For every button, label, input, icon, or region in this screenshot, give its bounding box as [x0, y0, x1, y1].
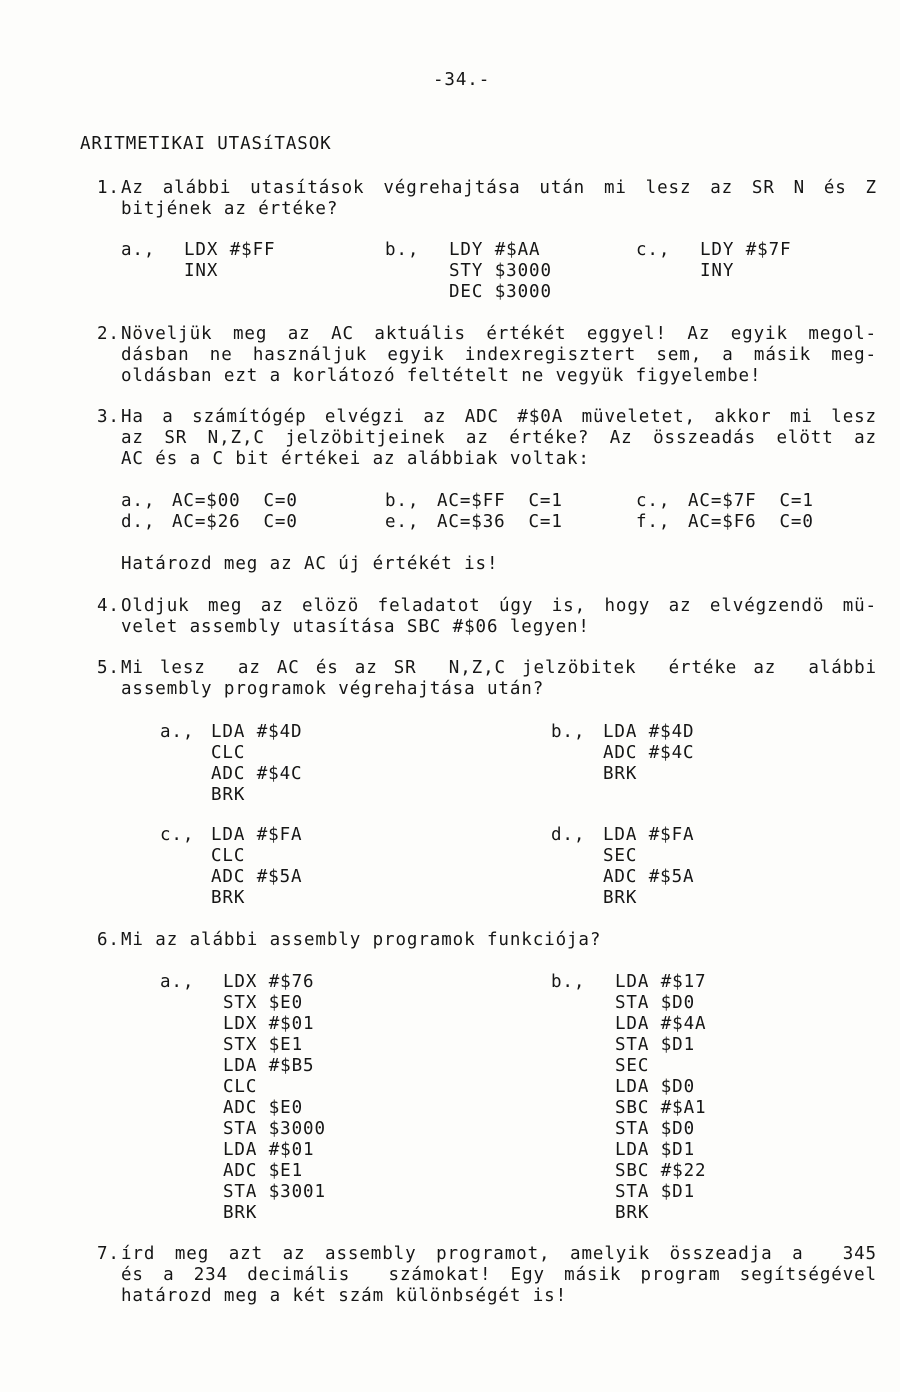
q6-number: 6. — [97, 930, 120, 950]
q3-option-f-value: AC=$F6 C=0 — [688, 512, 814, 532]
q5-number: 5. — [97, 658, 120, 678]
q5-a-label: a., — [160, 722, 195, 742]
q1-b-label: b., — [385, 240, 420, 260]
q3-option-d-label: d., — [121, 512, 156, 532]
q7-text-line3: határozd meg a két szám különbségét is! — [121, 1286, 567, 1306]
q3-option-b-label: b., — [385, 491, 420, 511]
q6-text-line1: Mi az alábbi assembly programok funkciója? — [121, 930, 602, 950]
q4-text-line2: velet assembly utasítása SBC #$06 legyen! — [121, 617, 590, 637]
q3-option-b-value: AC=$FF C=1 — [437, 491, 563, 511]
q3-option-c-label: c., — [636, 491, 671, 511]
q4-number: 4. — [97, 596, 120, 616]
q3-option-a-value: AC=$00 C=0 — [172, 491, 298, 511]
q3-note: Határozd meg az AC új értékét is! — [121, 554, 499, 574]
q2-text-line2: dásban ne használjuk egyik indexregisztert sem, a másik meg- — [121, 345, 877, 365]
q2-text-line1: Növeljük meg az AC aktuális értékét eggyel! Az egyik megol- — [121, 324, 877, 344]
q3-text-line1: Ha a számítógép elvégzi az ADC #$0A müveletet, akkor mi lesz — [121, 407, 877, 427]
q1-text-line1: Az alábbi utasítások végrehajtása után mi lesz az SR N és Z — [121, 178, 877, 198]
q3-option-e-value: AC=$36 C=1 — [437, 512, 563, 532]
q3-option-f-label: f., — [636, 512, 671, 532]
q5-d-label: d., — [551, 825, 586, 845]
q6-b-label: b., — [551, 972, 586, 992]
q7-number: 7. — [97, 1244, 120, 1264]
q1-number: 1. — [97, 178, 120, 198]
q6-a-code: LDX #$76 STX $E0 LDX #$01 STX $E1 LDA #$B5 CLC ADC $E0 STA $3000 LDA #$01 ADC $E1 STA $3001 BRK — [223, 972, 326, 1223]
q2-text-line3: oldásban ezt a korlátozó feltételt ne vegyük figyelembe! — [121, 366, 762, 386]
q3-option-a-label: a., — [121, 491, 156, 511]
section-heading: ARITMETIKAI UTASíTASOK — [80, 134, 332, 154]
q5-text-line1: Mi lesz az AC és az SR N,Z,C jelzöbitek értéke az alábbi — [121, 658, 877, 678]
q5-b-code: LDA #$4D ADC #$4C BRK — [603, 722, 695, 784]
q7-text-line1: írd meg azt az assembly programot, amelyik összeadja a 345 — [121, 1244, 877, 1264]
q1-c-label: c., — [636, 240, 671, 260]
q4-text-line1: Oldjuk meg az elözö feladatot úgy is, hogy az elvégzendö mü- — [121, 596, 877, 616]
q6-b-code: LDA #$17 STA $D0 LDA #$4A STA $D1 SEC LDA $D0 SBC #$A1 STA $D0 LDA $D1 SBC #$22 STA $D1 BRK — [615, 972, 707, 1223]
q7-text-line2: és a 234 decimális számokat! Egy másik program segítségével — [121, 1265, 877, 1285]
q5-d-code: LDA #$FA SEC ADC #$5A BRK — [603, 825, 695, 908]
q1-a-label: a., — [121, 240, 156, 260]
q5-c-label: c., — [160, 825, 195, 845]
q3-number: 3. — [97, 407, 120, 427]
q1-b-code: LDY #$AA STY $3000 DEC $3000 — [449, 240, 552, 302]
q3-text-line3: AC és a C bit értékei az alábbiak voltak: — [121, 449, 590, 469]
q3-option-e-label: e., — [385, 512, 420, 532]
page-number: -34.- — [433, 70, 491, 90]
q3-option-d-value: AC=$26 C=0 — [172, 512, 298, 532]
q3-option-c-value: AC=$7F C=1 — [688, 491, 814, 511]
q1-a-code: LDX #$FF INX — [184, 240, 276, 281]
q5-a-code: LDA #$4D CLC ADC #$4C BRK — [211, 722, 303, 805]
q6-a-label: a., — [160, 972, 195, 992]
q5-text-line2: assembly programok végrehajtása után? — [121, 679, 545, 699]
q3-text-line2: az SR N,Z,C jelzöbitjeinek az értéke? Az összeadás elött az — [121, 428, 877, 448]
q5-c-code: LDA #$FA CLC ADC #$5A BRK — [211, 825, 303, 908]
q2-number: 2. — [97, 324, 120, 344]
q1-text-line2: bitjének az értéke? — [121, 199, 339, 219]
q5-b-label: b., — [551, 722, 586, 742]
q1-c-code: LDY #$7F INY — [700, 240, 792, 281]
